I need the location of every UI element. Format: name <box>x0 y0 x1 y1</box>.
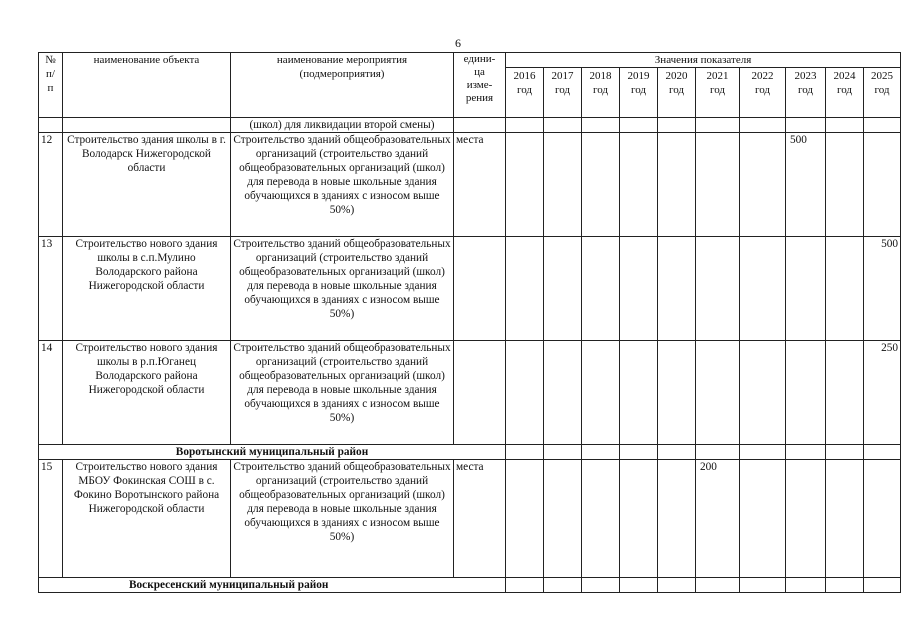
empty-cell <box>740 578 786 593</box>
year-word: год <box>797 84 814 96</box>
header-year-2022 <box>740 68 786 118</box>
year-number: 2022 <box>751 70 774 82</box>
value-2022 <box>740 341 786 445</box>
year-number: 2024 <box>833 70 856 82</box>
row-num: 12 <box>39 133 63 237</box>
value-2024 <box>826 133 864 237</box>
year-word: год <box>874 84 890 96</box>
object-name: Строительство нового здания школы в р.п.Юганец Володарского района Нижегородской области <box>63 341 231 445</box>
section-title: Воротынский муниципальный район <box>39 445 506 460</box>
year-number: 2018 <box>589 70 612 82</box>
empty-cell <box>582 578 620 593</box>
header-year-2017 <box>544 68 582 118</box>
value-2016 <box>506 133 544 237</box>
unit: места <box>454 460 506 578</box>
value-2017 <box>544 460 582 578</box>
header-values: Значения показателя <box>506 53 901 68</box>
indicators-table <box>38 52 901 593</box>
value-2024 <box>826 341 864 445</box>
value-2017 <box>544 133 582 237</box>
continuation-text: (школ) для ликвидации второй смены) <box>231 118 454 133</box>
empty-cell <box>506 578 544 593</box>
value-2019 <box>620 237 658 341</box>
header-year-2023 <box>786 68 826 118</box>
empty-cell <box>786 445 826 460</box>
year-word: год <box>668 84 685 96</box>
value-2025 <box>864 460 901 578</box>
value-2018 <box>582 341 620 445</box>
value-2023 <box>786 460 826 578</box>
value-2023: 500 <box>786 133 826 237</box>
empty-cell <box>620 445 658 460</box>
empty-cell <box>696 445 740 460</box>
header-event: наименование мероприятия (подмероприятия) <box>231 53 454 118</box>
year-word: год <box>554 84 571 96</box>
value-2025: 250 <box>864 341 901 445</box>
year-word: год <box>630 84 647 96</box>
value-2016 <box>506 341 544 445</box>
year-number: 2021 <box>706 70 729 82</box>
header-object: наименование объекта <box>63 53 231 118</box>
header-year-2016 <box>506 68 544 118</box>
object-name: Строительство нового здания школы в с.п.Мулино Володарского района Нижегородской области <box>63 237 231 341</box>
value-2023 <box>786 237 826 341</box>
value-2017 <box>544 341 582 445</box>
header-num: № п/ п <box>39 53 63 118</box>
section-title: Воскресенский муниципальный район <box>39 578 506 593</box>
value-2016 <box>506 460 544 578</box>
table-row <box>39 237 901 341</box>
empty-cell <box>658 578 696 593</box>
empty-cell <box>506 445 544 460</box>
value-2017 <box>544 237 582 341</box>
header-year-2025 <box>864 68 901 118</box>
value-2023 <box>786 341 826 445</box>
year-number: 2019 <box>627 70 650 82</box>
empty-cell <box>826 578 864 593</box>
empty-cell <box>864 578 901 593</box>
unit: места <box>454 133 506 237</box>
event-name: Строительство зданий общеобразовательных организаций (строительство зданий общеобразовательных организаций (школ) для перевода в новые школьные здания обучающихся в зданиях с износом выше 50%) <box>231 460 454 578</box>
empty-cell <box>658 445 696 460</box>
value-2021 <box>696 133 740 237</box>
year-word: год <box>592 84 609 96</box>
value-2020 <box>658 133 696 237</box>
event-name: Строительство зданий общеобразовательных организаций (строительство зданий общеобразовательных организаций (школ) для перевода в новые школьные здания обучающихся в зданиях с износом выше 50%) <box>231 133 454 237</box>
year-word: год <box>754 84 771 96</box>
value-2018 <box>582 237 620 341</box>
row-num: 13 <box>39 237 63 341</box>
unit <box>454 237 506 341</box>
value-2018 <box>582 460 620 578</box>
table-row <box>39 460 901 578</box>
object-name: Строительство нового здания МБОУ Фокинская СОШ в с. Фокино Воротынского района Нижегородской области <box>63 460 231 578</box>
header-unit: едини- ца изме- рения <box>454 53 506 118</box>
section-row <box>39 578 901 593</box>
event-name: Строительство зданий общеобразовательных организаций (строительство зданий общеобразовательных организаций (школ) для перевода в новые школьные здания обучающихся в зданиях с износом выше 50%) <box>231 237 454 341</box>
value-2021: 200 <box>696 460 740 578</box>
value-2020 <box>658 237 696 341</box>
event-name: Строительство зданий общеобразовательных организаций (строительство зданий общеобразовательных организаций (школ) для перевода в новые школьные здания обучающихся в зданиях с износом выше 50%) <box>231 341 454 445</box>
row-num: 15 <box>39 460 63 578</box>
value-2019 <box>620 460 658 578</box>
header-year-2018 <box>582 68 620 118</box>
value-2025: 500 <box>864 237 901 341</box>
value-2022 <box>740 237 786 341</box>
year-number: 2016 <box>513 70 536 82</box>
value-2025 <box>864 133 901 237</box>
year-word: год <box>836 84 853 96</box>
year-word: год <box>709 84 726 96</box>
header-year-2020 <box>658 68 696 118</box>
object-name: Строительство здания школы в г. Володарск Нижегородской области <box>63 133 231 237</box>
value-2019 <box>620 341 658 445</box>
year-number: 2025 <box>871 70 894 82</box>
empty-cell <box>544 445 582 460</box>
value-2019 <box>620 133 658 237</box>
year-number: 2023 <box>794 70 817 82</box>
empty-cell <box>864 445 901 460</box>
value-2021 <box>696 341 740 445</box>
value-2024 <box>826 460 864 578</box>
value-2021 <box>696 237 740 341</box>
empty-cell <box>620 578 658 593</box>
header-year-2024 <box>826 68 864 118</box>
value-2022 <box>740 460 786 578</box>
empty-cell <box>786 578 826 593</box>
row-num: 14 <box>39 341 63 445</box>
unit <box>454 341 506 445</box>
value-2022 <box>740 133 786 237</box>
value-2020 <box>658 460 696 578</box>
header-year-2021 <box>696 68 740 118</box>
empty-cell <box>740 445 786 460</box>
continuation-row <box>39 118 901 133</box>
table-row <box>39 341 901 445</box>
empty-cell <box>696 578 740 593</box>
year-word: год <box>516 84 533 96</box>
value-2020 <box>658 341 696 445</box>
table-row <box>39 133 901 237</box>
empty-cell <box>544 578 582 593</box>
year-number: 2020 <box>665 70 688 82</box>
year-number: 2017 <box>551 70 574 82</box>
value-2018 <box>582 133 620 237</box>
value-2016 <box>506 237 544 341</box>
section-row <box>39 445 901 460</box>
header-year-2019 <box>620 68 658 118</box>
page-number: 6 <box>455 36 461 50</box>
value-2024 <box>826 237 864 341</box>
empty-cell <box>582 445 620 460</box>
empty-cell <box>826 445 864 460</box>
